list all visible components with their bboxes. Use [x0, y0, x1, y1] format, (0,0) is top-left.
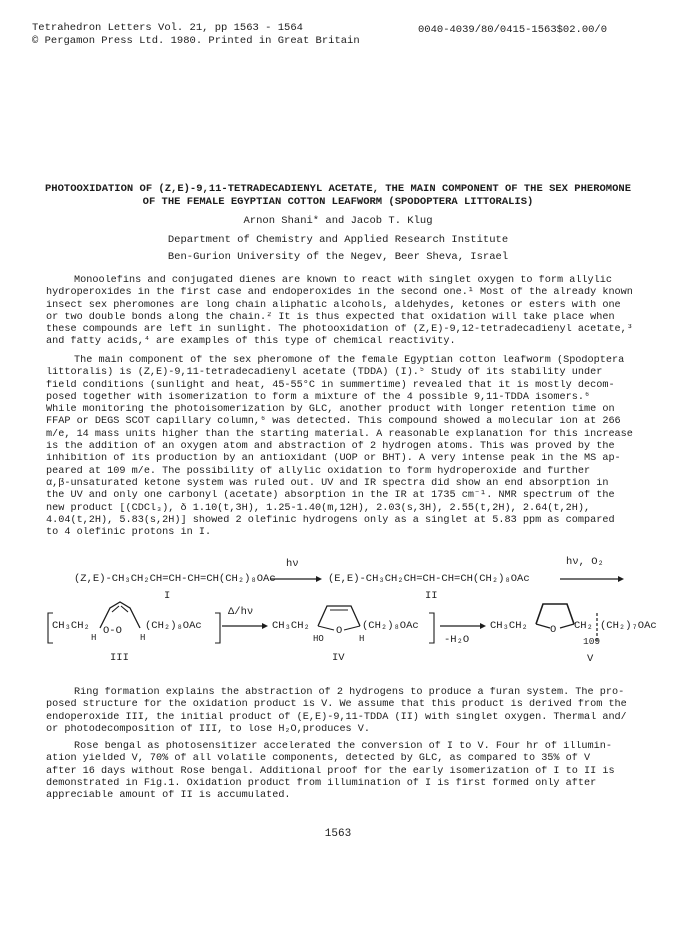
text-line: insect sex pheromones are long chain aliphatic alcohols, aldehydes, ketones or esters with one: [46, 299, 621, 311]
text-line: or two double bonds along the chain.² It is thus expected that oxidation will take place when: [46, 311, 615, 323]
bracket-right-III: [214, 612, 222, 644]
arrow-2-condition: hν, O₂: [566, 556, 604, 568]
paragraph-rose-bengal: [46, 741, 636, 802]
III-hydrogen-2: H: [140, 633, 146, 643]
authors: Arnon Shani* and Jacob T. Klug: [243, 215, 433, 227]
affiliation-line-2: Ben-Gurion University of the Negev, Beer Sheva, Israel: [167, 251, 509, 263]
paragraph-ring-formation: [46, 687, 636, 736]
arrow-3: [222, 622, 268, 630]
III-oxygen-bridge: O-O: [103, 625, 122, 637]
IV-hydroxyl: HO: [313, 634, 324, 644]
compound-II-label: II: [425, 590, 438, 602]
arrow-4-condition: -H₂O: [444, 634, 470, 646]
V-methylene: CH₂: [574, 620, 593, 632]
text-line: 4.04(t,2H), 5.83(s,2H)] showed 2 olefinic hydrogens only as a singlet at 5.83 ppm as compared: [46, 514, 615, 526]
text-line: to 4 olefinic protons in I.: [46, 527, 212, 539]
title-line-1: PHOTOOXIDATION OF (Z,E)-9,11-TETRADECADIENYL ACETATE, THE MAIN COMPONENT OF THE SEX PHEROMONE: [45, 183, 631, 195]
page-number: 1563: [324, 828, 352, 840]
IV-left-group: CH₃CH₂: [272, 620, 310, 632]
III-hydrogen-1: H: [91, 633, 97, 643]
text-line: appreciable amount of II is accumulated.: [46, 790, 291, 802]
text-line: α,β-unsaturated ketone system was ruled out. UV and IR spectra did show an end absorption in: [46, 477, 609, 489]
text-line: peared at 109 m/e. The possibility of allylic oxidation to form hydroperoxide and further: [46, 465, 591, 477]
compound-II-formula: (E,E)-CH₃CH₂CH=CH-CH=CH(CH₂)₈OAc: [328, 573, 530, 585]
text-line: is the addition of an oxygen atom and abstraction of 2 hydrogen atoms. This was proved by the: [46, 441, 615, 453]
text-line: Rose bengal as photosensitizer accelerated the conversion of I to V. Four hr of illumin-: [74, 741, 612, 752]
text-line: The main component of the sex pheromone of the female Egyptian cotton leafworm (Spodoptera: [74, 355, 625, 366]
text-line: or photodecomposition of III, to lose H₂O,produces V.: [46, 723, 371, 735]
arrow-1: [270, 575, 322, 583]
text-line: posed structure for the oxidation product is V. We assume that this product is derived from the: [46, 699, 627, 711]
text-line: Monoolefins and conjugated dienes are known to react with singlet oxygen to form allylic: [74, 275, 612, 286]
arrow-3-condition: Δ/hν: [228, 606, 254, 618]
text-line: endoperoxide III, the initial product of (E,E)-9,11-TDDA (II) with singlet oxygen. Thermal and/: [46, 711, 627, 723]
text-line: inhibition of its production by an antioxidant (UOP or BHT). A very intense peak in the MS ap-: [46, 453, 621, 465]
IV-right-group: (CH₂)₈OAc: [362, 620, 419, 632]
arrow-1-condition: hν: [286, 558, 299, 570]
text-line: ation yielded V, 70% of all volatile components, detected by GLC, as compared to 35% of V: [46, 753, 591, 765]
paragraph-main-component: [46, 355, 636, 539]
V-fragment-mass: 109: [583, 636, 601, 647]
article-code: 0040-4039/80/0415-1563$02.00/0: [418, 24, 608, 36]
text-line: and fatty acids,⁴ are examples of this type of chemical reactivity.: [46, 336, 456, 348]
compound-IV-label: IV: [332, 652, 345, 664]
text-line: m/e, 14 mass units higher than the starting material. A reasonable explanation for this increase: [46, 428, 633, 440]
affiliation-line-1: Department of Chemistry and Applied Research Institute: [167, 234, 509, 246]
title-line-2: OF THE FEMALE EGYPTIAN COTTON LEAFWORM (SPODOPTERA LITTORALIS): [142, 196, 534, 208]
journal-citation: Tetrahedron Letters Vol. 21, pp 1563 - 1564: [32, 22, 303, 34]
III-right-group: (CH₂)₈OAc: [145, 620, 202, 632]
III-left-group: CH₃CH₂: [52, 620, 90, 632]
text-line: FFAP or DEGS SCOT capillary column,⁶ was detected. This compound showed a molecular ion at 266: [46, 416, 621, 428]
copyright-line: © Pergamon Press Ltd. 1980. Printed in Great Britain: [32, 35, 360, 47]
compound-I-formula: (Z,E)-CH₃CH₂CH=CH-CH=CH(CH₂)₈OAc: [74, 573, 276, 585]
arrow-2: [560, 575, 624, 583]
text-line: field conditions (sunlight and heat, 45-55°C in summertime) revealed that it is mostly decom-: [46, 379, 615, 391]
compound-I-label: I: [164, 590, 171, 602]
text-line: these compounds are left in sunlight. The photooxidation of (Z,E)-9,12-tetradecadienyl acetate,³: [46, 324, 633, 336]
IV-hydrogen: H: [359, 634, 365, 644]
V-chain-group: (CH₂)₇OAc: [600, 620, 657, 632]
arrow-4: [440, 622, 486, 630]
text-line: after 16 days without Rose bengal. Additional proof for the early isomerization of I to II is: [46, 765, 615, 777]
text-line: hydroperoxides in the first case and endoperoxides in the second one.¹ Most of the already known: [46, 287, 633, 299]
text-line: posed together with isomerization to form a mixture of the 4 possible 9,11-TDDA isomers.⁶: [46, 391, 591, 403]
V-ring-oxygen: O: [550, 624, 557, 636]
paragraph-intro: [46, 275, 636, 349]
text-line: Ring formation explains the abstraction of 2 hydrogens to produce a furan system. The pro-: [74, 687, 625, 698]
text-line: littoralis) is (Z,E)-9,11-tetradecadienyl acetate (TDDA) (I).⁵ Study of its stability under: [46, 367, 603, 379]
IV-ring-oxygen: O: [336, 625, 343, 637]
text-line: the UV and only one carbonyl (acetate) absorption in the IR at 1735 cm⁻¹. NMR spectrum of the: [46, 490, 615, 502]
text-line: demonstrated in Fig.1. Oxidation product from illumination of I is first formed only after: [46, 777, 597, 789]
text-line: While monitoring the photoisomerization by GLC, another product with longer retention time on: [46, 404, 615, 416]
compound-V-label: V: [587, 653, 594, 665]
V-left-group: CH₃CH₂: [490, 620, 528, 632]
text-line: new product [(CDCl₃), δ 1.10(t,3H), 1.25-1.40(m,12H), 2.03(s,3H), 2.55(t,2H), 2.64(t,2H),: [46, 502, 591, 514]
bracket-right-IV: [428, 612, 436, 644]
compound-III-label: III: [110, 652, 129, 664]
